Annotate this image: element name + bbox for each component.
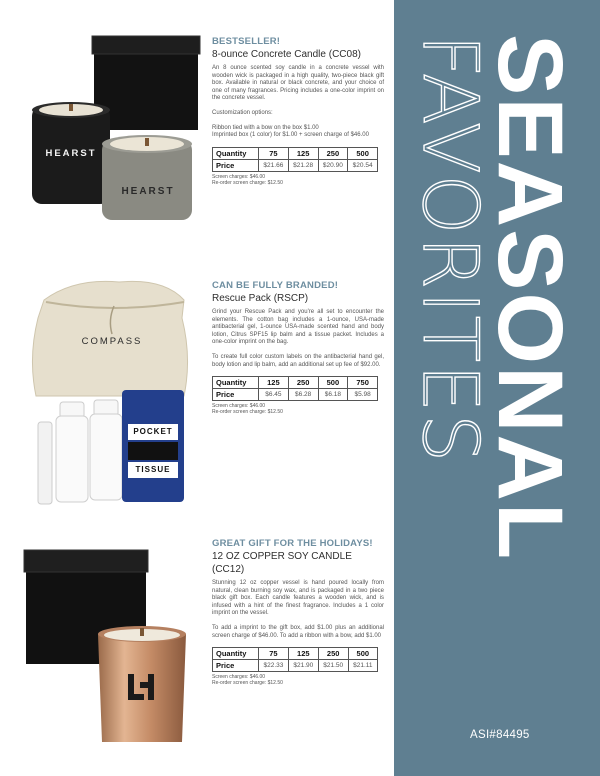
price-table — [212, 647, 378, 672]
sidebar-title-bold: SEASONAL — [479, 34, 581, 562]
table-row — [213, 389, 378, 401]
tissue-label-top: POCKET — [133, 427, 173, 436]
quantity-cell: 75 — [259, 147, 289, 159]
quantity-cell: 250 — [318, 648, 348, 660]
product-description — [212, 309, 384, 369]
price-cell: $21.11 — [348, 660, 377, 672]
brand-label-bag: COMPASS — [81, 336, 143, 347]
product-concrete-candle — [212, 36, 384, 186]
rescue-pack-icon — [24, 278, 214, 510]
product-rescue-pack — [212, 280, 384, 415]
product-copper-candle — [212, 538, 384, 686]
screen-charge-note: Screen charges: $46.00 — [212, 674, 266, 681]
description-paragraph: To create full color custom labels on the antibacterial hand gel, body lotion and lip balm, add an additional set up fee of $92.00. — [212, 353, 384, 368]
table-row — [213, 648, 378, 660]
quantity-cell: 125 — [259, 377, 289, 389]
quantity-cell: 500 — [318, 377, 348, 389]
product-title: 8-ounce Concrete Candle (CC08) — [212, 49, 361, 60]
price-cell: $5.98 — [348, 389, 378, 401]
product-tag: GREAT GIFT FOR THE HOLIDAYS! — [212, 538, 373, 549]
description-paragraph: To add a imprint to the gift box, add $1.00 plus an additional screen charge of $46.00. To add a ribbon with a bow, add $1.00 — [212, 624, 384, 639]
price-table — [212, 376, 378, 401]
product-tag: BESTSELLER! — [212, 36, 281, 47]
reorder-charge-note: Re-order screen charge: $12.50 — [212, 179, 283, 186]
description-paragraph: An 8 ounce scented soy candle in a concrete vessel with wooden wick is packaged in a high quality, two-piece black gift box. Available in natural or black concrete, and your choice of one of many fragrances. Pricing includes a one-color imprint on the concrete vessel. — [212, 65, 384, 102]
price-cell: $21.50 — [318, 660, 348, 672]
product-title: 12 OZ COPPER SOY CANDLE (CC12) — [212, 551, 352, 575]
product-description — [212, 65, 384, 140]
copper-candle-icon — [22, 546, 202, 746]
screen-charge-note: Screen charges: $46.00 — [212, 173, 266, 180]
price-cell: $21.66 — [259, 159, 289, 171]
concrete-candle-image — [20, 30, 210, 220]
price-table — [212, 147, 378, 172]
price-label: Price — [213, 159, 259, 171]
product-tag: CAN BE FULLY BRANDED! — [212, 280, 339, 291]
table-row — [213, 147, 378, 159]
price-cell: $6.28 — [288, 389, 318, 401]
brand-label-gray: HEARST — [121, 186, 175, 197]
table-row — [213, 159, 378, 171]
quantity-cell: 500 — [348, 648, 377, 660]
quantity-cell: 250 — [318, 147, 348, 159]
price-cell: $21.90 — [288, 660, 318, 672]
reorder-charge-note: Re-order screen charge: $12.50 — [212, 680, 283, 687]
quantity-cell: 125 — [288, 147, 318, 159]
quantity-cell: 750 — [348, 377, 378, 389]
quantity-cell: 250 — [288, 377, 318, 389]
description-paragraph: Stunning 12 oz copper vessel is hand poured locally from natural, clean burning soy wax, and is packaged in a two piece black gift box. Each candle features a wooden wick, and is infused with a hint of the finest fragrance. Includes a 1 color imprint on the vessel. — [212, 580, 384, 617]
product-description — [212, 580, 384, 640]
price-cell: $21.28 — [288, 159, 318, 171]
copper-candle-image — [22, 546, 202, 746]
asi-number: ASI#84495 — [470, 729, 530, 741]
product-title: Rescue Pack (RSCP) — [212, 293, 309, 304]
description-paragraph: Customization options: — [212, 109, 273, 116]
table-row — [213, 660, 378, 672]
table-row — [213, 377, 378, 389]
price-cell: $20.90 — [318, 159, 348, 171]
sidebar-title-thin: FAVORITES — [406, 34, 495, 465]
description-paragraph: Ribbon tied with a bow on the box $1.00 Imprinted box (1 color) for $1.00 + screen charge of $46.00 — [212, 124, 369, 139]
quantity-cell: 75 — [259, 648, 289, 660]
brand-label-black: HEARST — [45, 148, 97, 159]
quantity-cell: 500 — [348, 147, 378, 159]
quantity-label: Quantity — [213, 377, 259, 389]
quantity-cell: 125 — [288, 648, 318, 660]
price-cell: $20.54 — [348, 159, 378, 171]
screen-charge-note: Screen charges: $46.00 — [212, 403, 266, 410]
price-cell: $6.18 — [318, 389, 348, 401]
quantity-label: Quantity — [213, 648, 259, 660]
rescue-pack-image — [24, 278, 214, 510]
price-cell: $6.45 — [259, 389, 289, 401]
price-label: Price — [213, 389, 259, 401]
description-paragraph: Grind your Rescue Pack and you're all set to encounter the elements. The cotton bag includes a 1-ounce, USA-made antibacterial gel, 1-ounce USA-made scented hand and body lotion, Citrus SPF15 lip balm and a tissue packet. Includes a one-color imprint on the bag. — [212, 309, 384, 346]
price-cell: $22.33 — [259, 660, 289, 672]
price-label: Price — [213, 660, 259, 672]
tissue-label-bottom: TISSUE — [135, 465, 171, 474]
quantity-label: Quantity — [213, 147, 259, 159]
reorder-charge-note: Re-order screen charge: $12.50 — [212, 409, 283, 416]
